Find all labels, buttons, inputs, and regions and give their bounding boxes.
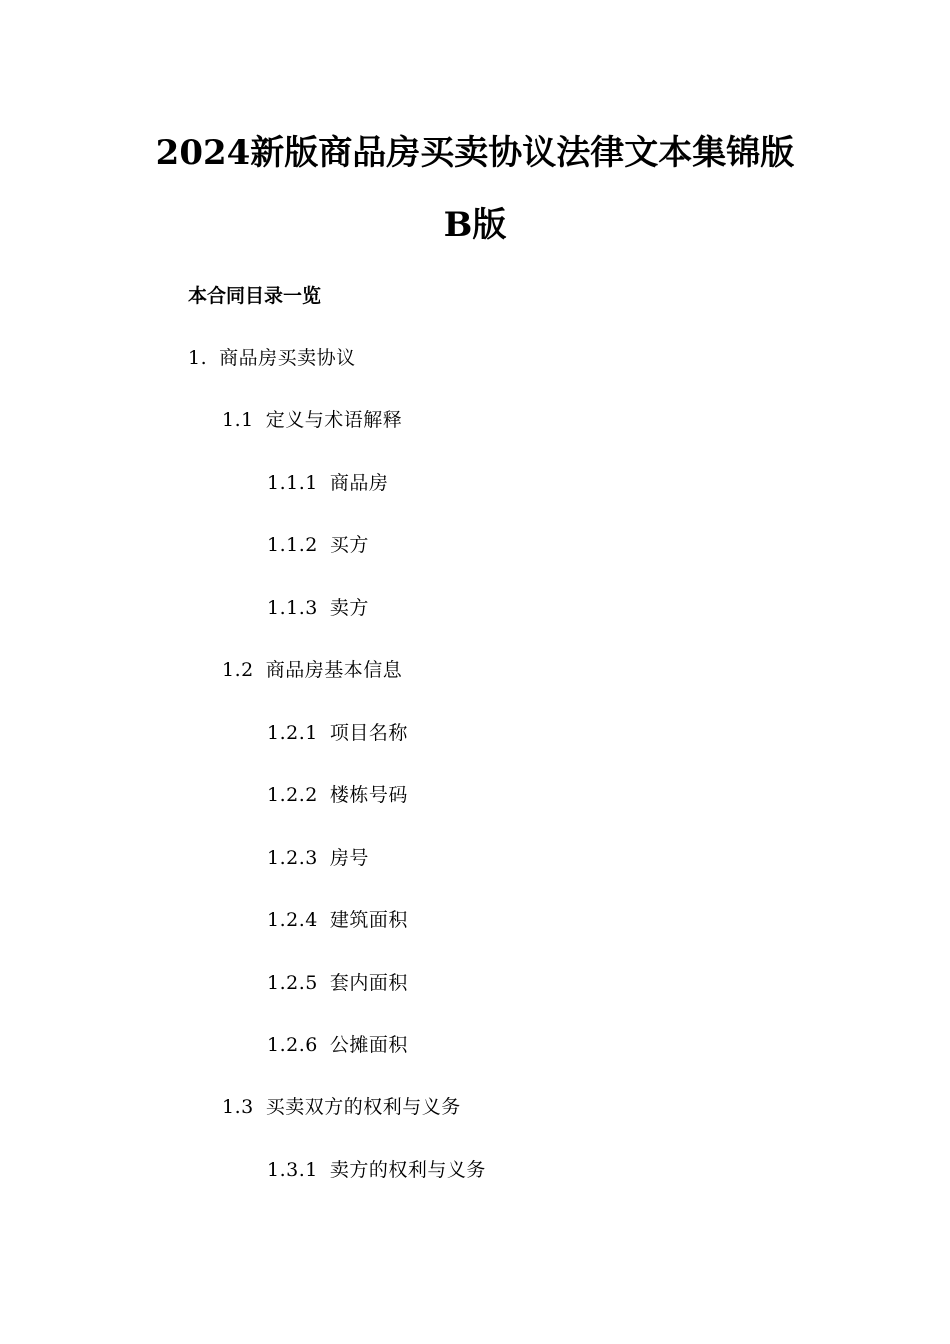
toc-item-number: 1.2.4: [267, 909, 318, 931]
toc-item: [267, 845, 369, 871]
toc-item: [222, 657, 402, 683]
toc-item-title: 买方: [329, 534, 369, 556]
toc-item-number: 1.2.3: [267, 847, 318, 869]
toc-item: [222, 407, 402, 433]
toc-item-title: 房号: [329, 847, 369, 869]
toc-item: [267, 907, 408, 933]
toc-heading: 本合同目录一览: [188, 285, 322, 307]
toc-item-number: 1.2.6: [267, 1034, 318, 1056]
toc-item-number: 1.1.2: [267, 534, 318, 556]
toc-item-title: 买卖双方的权利与义务: [265, 1096, 461, 1118]
toc-item-number: 1.1.1: [267, 472, 318, 494]
toc-item-title: 定义与术语解释: [265, 409, 403, 431]
toc-item: [267, 970, 408, 996]
toc-item-number: 1.3.1: [267, 1159, 318, 1181]
document-title-line-2: B版: [443, 205, 507, 245]
toc-item: [188, 345, 356, 371]
toc-item: [267, 532, 369, 558]
toc-item: [267, 595, 369, 621]
toc-item: [222, 1094, 461, 1120]
toc-item-number: 1.2.5: [267, 972, 318, 994]
toc-item-title: 建筑面积: [329, 909, 408, 931]
toc-item: [267, 1157, 486, 1183]
toc-item-title: 楼栋号码: [329, 784, 408, 806]
toc-item: [267, 1032, 408, 1058]
toc-item: [267, 470, 388, 496]
toc-item-title: 卖方的权利与义务: [329, 1159, 486, 1181]
toc-item-number: 1.2.1: [267, 722, 318, 744]
toc-item-title: 套内面积: [329, 972, 408, 994]
toc-item-number: 1.: [188, 347, 208, 369]
toc-item-number: 1.3: [222, 1096, 254, 1118]
toc-item-title: 公摊面积: [329, 1034, 408, 1056]
toc-item-number: 1.2.2: [267, 784, 318, 806]
toc-item-number: 1.1.3: [267, 597, 318, 619]
document-title-line-1: 2024新版商品房买卖协议法律文本集锦版: [155, 133, 795, 173]
toc-item-title: 商品房买卖协议: [219, 347, 356, 369]
toc-item-number: 1.2: [222, 659, 254, 681]
toc-item-number: 1.1: [222, 409, 254, 431]
toc-item-title: 卖方: [329, 597, 369, 619]
toc-item-title: 商品房: [329, 472, 389, 494]
toc-item: [267, 782, 408, 808]
toc-item-title: 商品房基本信息: [265, 659, 403, 681]
toc-item: [267, 720, 408, 746]
toc-item-title: 项目名称: [329, 722, 408, 744]
